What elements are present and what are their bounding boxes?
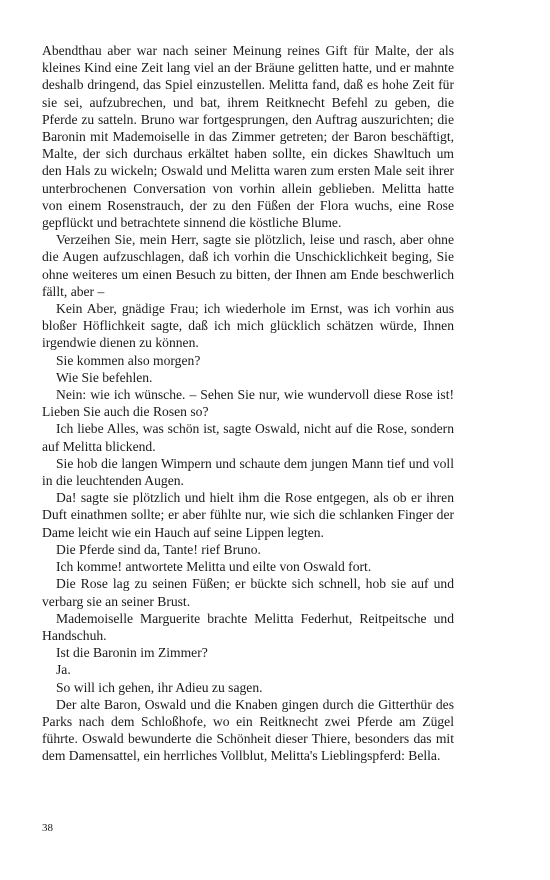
page-number: 38	[42, 822, 53, 834]
paragraph-8: Sie hob die langen Wimpern und schaute dem jungen Mann tief und voll in die leuchtenden Augen.	[42, 455, 454, 489]
paragraph-1: Abendthau aber war nach seiner Meinung reines Gift für Malte, der als kleines Kind eine Zeit lang viel an der Bräune gelitten hatte, und er mahnte deshalb dringend, das Spiel einzustellen. Melitta fand, daß es hohe Zeit für sie sei, aufzubrechen, und bat, ihrem Reitknecht Befehl zu geben, die Pferde zu satteln. Bruno war fortgesprungen, den Auftrag auszurichten; die Baronin mit Mademoiselle in das Zimmer getreten; der Baron beschäftigt, Malte, der sich durchaus erkältet haben sollte, ein dickes Shawltuch um den Hals zu wickeln; Oswald und Melitta waren zum ersten Male seit ihrer unterbrochenen Conversation von vorhin allein geblieben. Melitta hatte von einem Rosenstrauch, der zu den Füßen der Flora wuchs, eine Rose gepflückt und betrachtete sinnend die köstliche Blume.	[42, 43, 454, 231]
paragraph-3: Kein Aber, gnädige Frau; ich wiederhole im Ernst, was ich vorhin aus bloßer Höflichkeit sagte, daß ich mich glücklich schätzen würde, Ihnen irgendwie dienen zu können.	[42, 301, 454, 351]
paragraph-9: Da! sagte sie plötzlich und hielt ihm die Rose entgegen, als ob er ihren Duft einathmen sollte; er aber fühlte nur, wie sich die schlanken Finger der Dame leicht wie ein Hauch auf seine Lippen legten.	[42, 490, 454, 540]
paragraph-17: Der alte Baron, Oswald und die Knaben gingen durch die Gitterthür des Parks nach dem Schloßhofe, wo ein Reitknecht zwei Pferde am Zügel führte. Oswald bewunderte die Schönheit dieser Thiere, besonders das mit dem Damensattel, ein herrliches Vollblut, Melitta's Lieblingspferd: Bella.	[42, 696, 454, 764]
paragraph-14: Ist die Baronin im Zimmer?	[56, 645, 208, 661]
paragraph-6: Nein: wie ich wünsche. – Sehen Sie nur, wie wundervoll diese Rose ist! Lieben Sie auch die Rosen so?	[42, 387, 454, 420]
paragraph-2: Verzeihen Sie, mein Herr, sagte sie plötzlich, leise und rasch, aber ohne die Augen aufzuschlagen, daß ich vorhin die Unschicklichkeit beging, Sie ohne weiteres um einen Besuch zu bitten, der Ihnen am Ende beschwerlich fällt, aber –	[42, 232, 454, 299]
paragraph-5: Wie Sie befehlen.	[56, 369, 153, 385]
paragraph-16: So will ich gehen, ihr Adieu zu sagen.	[56, 679, 263, 695]
paragraph-11: Ich komme! antwortete Melitta und eilte von Oswald fort.	[56, 559, 372, 575]
paragraph-15: Ja.	[56, 662, 71, 678]
text-block	[42, 42, 454, 765]
paragraph-4: Sie kommen also morgen?	[56, 352, 201, 368]
paragraph-12: Die Rose lag zu seinen Füßen; er bückte sich schnell, hob sie auf und verbarg sie an seiner Brust.	[42, 576, 454, 609]
paragraph-13: Mademoiselle Marguerite brachte Melitta Federhut, Reitpeitsche und Handschuh.	[42, 610, 454, 643]
paragraph-7: Ich liebe Alles, was schön ist, sagte Oswald, nicht auf die Rose, sondern auf Melitta blickend.	[42, 421, 454, 454]
paragraph-10: Die Pferde sind da, Tante! rief Bruno.	[56, 541, 261, 557]
